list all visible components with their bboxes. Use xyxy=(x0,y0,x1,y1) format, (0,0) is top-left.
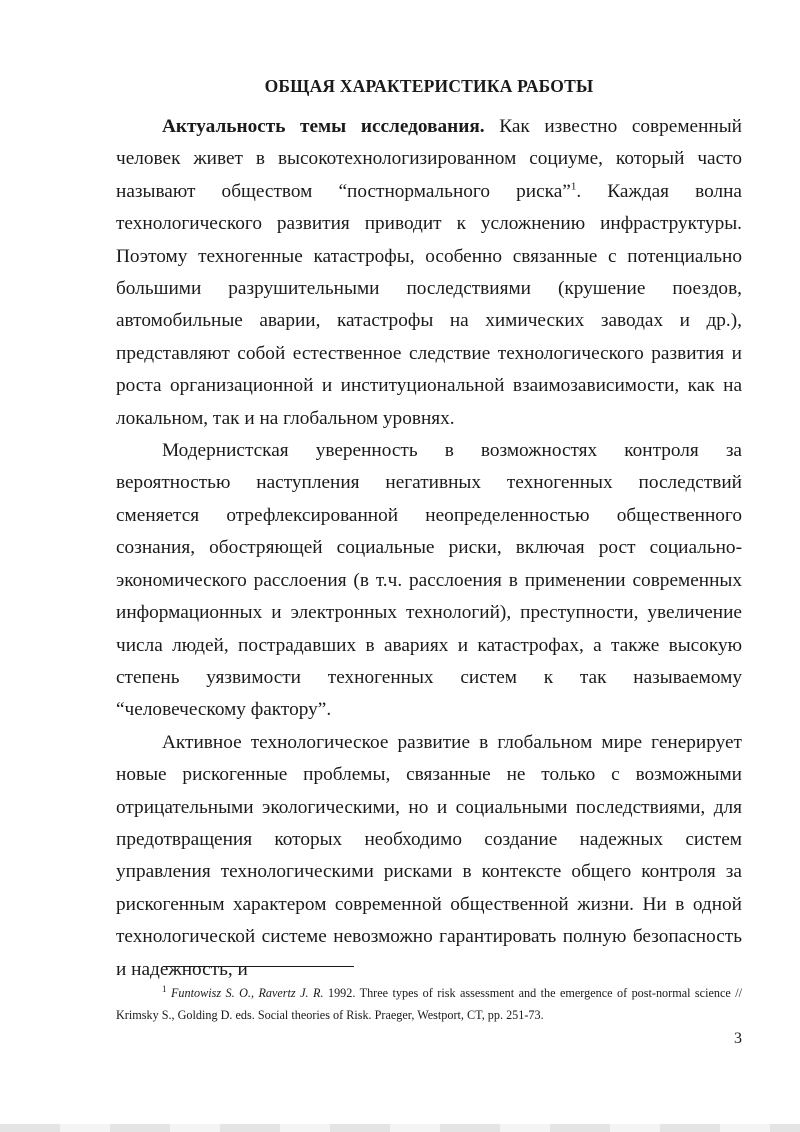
paragraph-technological: Активное технологическое развитие в глобальном мире генерирует новые рискогенные проблемы, связанные не только с возможными отрицательными экологическими, но и социальными последствиями, для предотвращения которых необходимо создание надежных систем управления технологическими рисками в контексте общего контроля за рискогенным характером современной общественной жизни. Ни в одной технологической системе невозможно гарантировать полную безопасность и надежность, и xyxy=(116,731,742,980)
page-number: 3 xyxy=(734,1030,742,1047)
body-text xyxy=(116,111,742,986)
page-title: ОБЩАЯ ХАРАКТЕРИСТИКА РАБОТЫ xyxy=(264,76,594,96)
paragraph-modernist: Модернистская уверенность в возможностях контроля за вероятностью наступления негативных техногенных последствий сменяется отрефлексированной неопределенностью общественного сознания, обостряющей социальные риски, включая рост социально-экономического расслоения (в т.ч. расслоения в применении современных информационных и электронных технологий), преступности, увеличение числа людей, пострадавших в авариях и катастрофах, а также высокую степень уязвимости техногенных систем к так называемому “человеческому фактору”. xyxy=(116,440,742,721)
paragraph-relevance xyxy=(116,111,742,435)
paragraph-text: Как известно современный человек живет в высокотехнологизированном социуме, который часто называют обществом “постнормального риска” xyxy=(116,116,743,202)
footnote-marker: 1 xyxy=(162,983,167,994)
paragraph-lead: Актуальность темы исследования. xyxy=(162,116,485,137)
footnote-reference[interactable]: 1 xyxy=(570,180,577,193)
footnote-authors: Funtowisz S. O., Ravertz J. R. xyxy=(170,986,324,1000)
footnote xyxy=(116,982,742,1026)
footnote-divider xyxy=(163,966,354,967)
scan-edge xyxy=(0,1124,800,1132)
paragraph-text: . Каждая волна технологического развития приводит к усложнению инфраструктуры. Поэтому техногенные катастрофы, особенно связанные с потенциально большими разрушительными последствиями (крушение поездов, автомобильные аварии, катастрофы на химических заводах и др.), представляют собой естественное следствие технологического развития и роста организационной и институциональной взаимозависимости, как на локальном, так и на глобальном уровнях. xyxy=(116,180,742,429)
footnote-text: 1992. Three types of risk assessment and the emergence of post-normal science // Krimsky S., Golding D. eds. Social theories of Risk. Praeger, Westport, CT, pp. 251-73. xyxy=(116,986,743,1022)
